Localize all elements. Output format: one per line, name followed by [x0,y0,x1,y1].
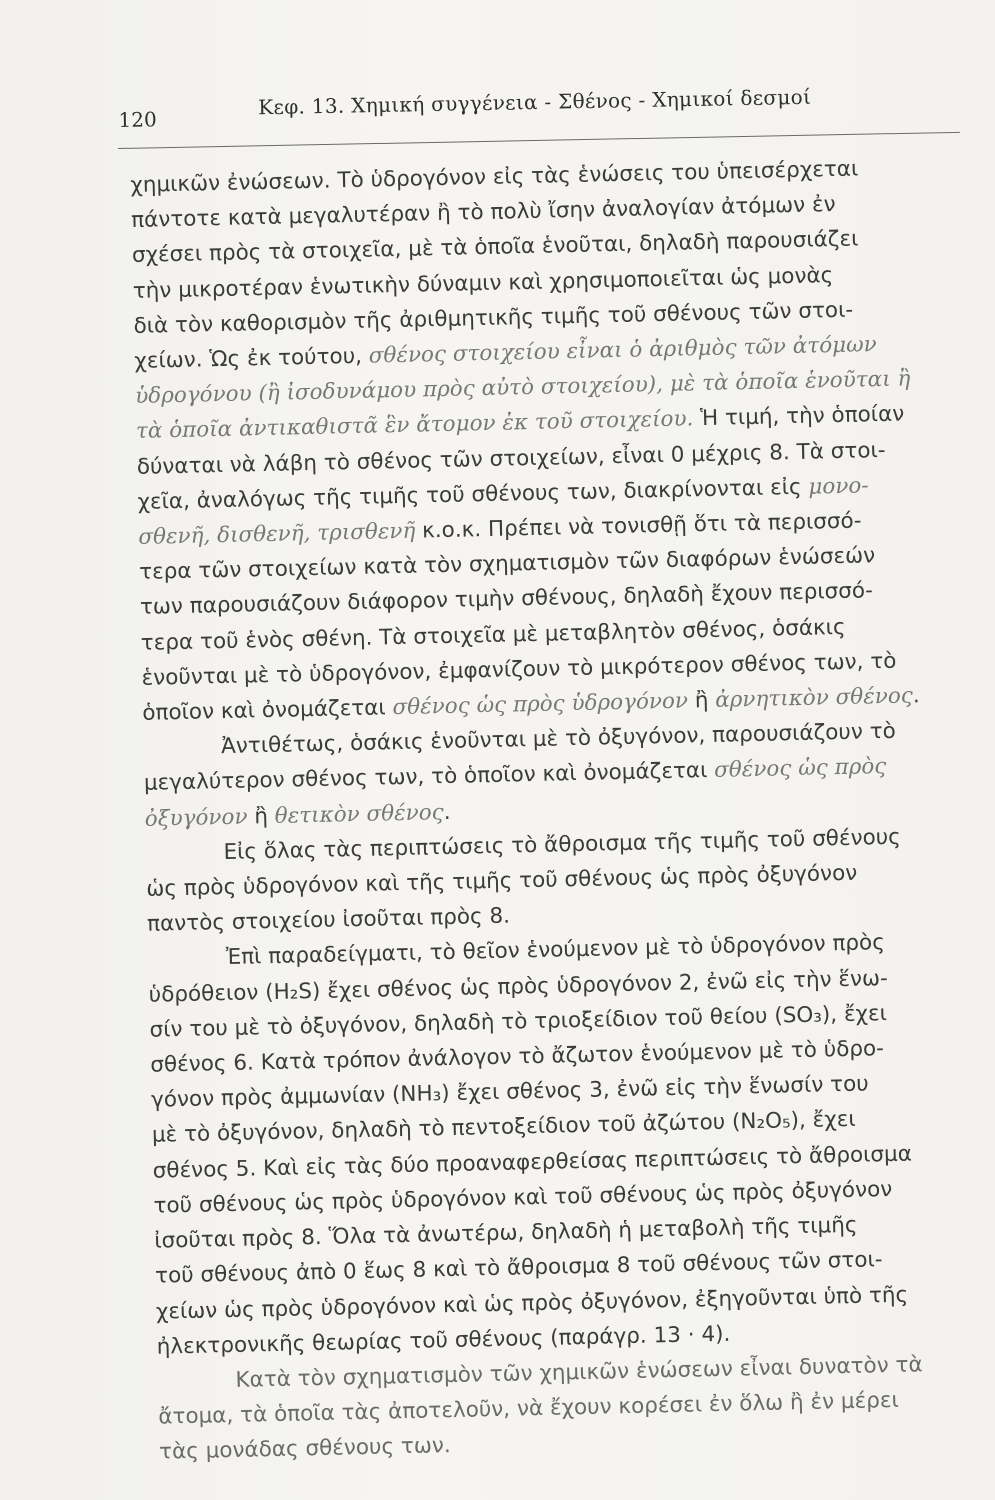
text-run: σίν του μὲ τὸ ὀξυγόνον, δηλαδὴ τὸ τριοξείδιον τοῦ θείου (SO₃), ἔχει [149,1000,888,1043]
italic-phrase: σθένος στοιχείου εἶναι ὁ ἀριθμὸς τῶν ἀτόμων [368,332,877,369]
text-run: σθένος 5. Καὶ εἰς τὰς δύο προαναφερθείσας περιπτώσεις τὸ ἄθροισμα [152,1141,913,1184]
text-run: ἢ [687,687,716,714]
text-run: ἠλεκτρονικῆς θεωρίας τοῦ σθένους (παράγρ. 13 · 4). [156,1321,731,1360]
header-rule [118,132,960,149]
text-run: ἄτομα, τὰ ὁποῖα τὰς ἀποτελοῦν, νὰ ἔχουν κορέσει ἐν ὅλω ἢ ἐν μέρει [158,1387,900,1430]
text-run: ὡς πρὸς ὑδρογόνον καὶ τῆς τιμῆς τοῦ σθένους ὡς πρὸς ὀξυγόνον [146,860,858,902]
text-run: Ἀντιθέτως, ὁσάκις ἑνοῦνται μὲ τὸ ὀξυγόνον, παρουσιάζουν τὸ [220,719,897,760]
page-header [118,78,957,134]
text-run: ἢ [247,803,276,830]
running-head: Κεφ. 13. Χημική συγγένεια - Σθένος - Χημικοί δεσμοί [258,84,812,120]
text-run: δύναται νὰ λάβη τὸ σθένος τῶν στοιχείων, εἶναι 0 μέχρις 8. Τὰ στοι- [136,437,886,480]
text-run: Κατὰ τὸν σχηματισμὸν τῶν χημικῶν ἑνώσεων εἶναι δυνατὸν τὰ [235,1352,923,1393]
text-run: τερα τοῦ ἑνὸς σθένη. Τὰ στοιχεῖα μὲ μεταβλητὸν σθένος, ὁσάκις [140,614,846,656]
text-run: πάντοτε κατὰ μεγαλυτέραν ἢ τὸ πολὺ ἴσην ἀναλογίαν ἀτόμων ἐν [130,192,836,234]
text-run: τὴν μικροτέραν ἑνωτικὴν δύναμιν καὶ χρησιμοποιεῖται ὡς μονὰς [132,262,834,304]
text-run: ἰσοῦται πρὸς 8. Ὅλα τὰ ἀνωτέρω, δηλαδὴ ἡ μεταβολὴ τῆς τιμῆς [154,1212,858,1254]
text-run: μὲ τὸ ὀξυγόνον, δηλαδὴ τὸ πεντοξείδιον τοῦ ἀζώτου (N₂O₅), ἔχει [151,1107,856,1149]
body-text [130,149,995,1470]
text-run: χημικῶν ἐνώσεων. Τὸ ὑδρογόνον εἰς τὰς ἑνώσεις του ὑπεισέρχεται [130,156,859,198]
text-run: ὁποῖον καὶ ὀνομάζεται [142,695,393,726]
text-run: ἑνοῦνται μὲ τὸ ὑδρογόνον, ἐμφανίζουν τὸ μικρότερον σθένος των, τὸ [141,648,897,691]
italic-phrase: ὀξυγόνον [144,804,248,832]
text-run: τοῦ σθένους ἀπὸ 0 ἕως 8 καὶ τὸ ἄθροισμα 8 τοῦ σθένους τῶν στοι- [154,1247,883,1290]
text-run: ὑδρόθειον (H₂S) ἔχει σθένος ὡς πρὸς ὑδρογόνον 2, ἐνῶ εἰς τὴν ἕνω- [148,965,889,1008]
text-run: σθένος 6. Κατὰ τρόπον ἀνάλογον τὸ ἄζωτον ἑνούμενον μὲ τὸ ὑδρο- [150,1036,885,1078]
italic-phrase: ἀρνητικὸν σθένος [714,683,914,713]
page-number: 120 [118,107,157,132]
text-run: Εἰς ὅλας τὰς περιπτώσεις τὸ ἄθροισμα τῆς τιμῆς τοῦ σθένους [223,824,902,865]
text-run: σχέσει πρὸς τὰ στοιχεῖα, μὲ τὰ ὁποῖα ἑνοῦται, δηλαδὴ παρουσιάζει [131,226,859,269]
italic-phrase: τὰ ὁποῖα ἀντικαθιστᾶ ἓν ἄτομον ἐκ τοῦ στοιχείου. [135,406,694,445]
text-run: κ.ο.κ. Πρέπει νὰ τονισθῇ ὅτι τὰ περισσό- [415,508,862,544]
text-run: διὰ τὸν καθορισμὸν τῆς ἀριθμητικῆς τιμῆς τοῦ σθένους τῶν στοι- [133,297,854,339]
text-run: γόνον πρὸς ἀμμωνίαν (NH₃) ἔχει σθένος 3, ἐνῶ εἰς τὴν ἕνωσίν του [150,1071,869,1114]
text-run: τοῦ σθένους ὡς πρὸς ὑδρογόνον καὶ τοῦ σθένους ὡς πρὸς ὀξυγόνον [153,1176,893,1219]
italic-phrase: σθένος ὡς πρὸς ὑδρογόνον [392,688,689,721]
text-run: χείων ὡς πρὸς ὑδρογόνον καὶ ὡς πρὸς ὀξυγόνον, ἐξηγοῦνται ὑπὸ τῆς [155,1282,909,1325]
italic-phrase: μονο- [808,473,869,500]
text-run: τὰς μονάδας σθένους των. [158,1433,451,1465]
text-run: των παρουσιάζουν διάφορον τιμὴν σθένους, δηλαδὴ ἔχουν περισσό- [139,578,874,621]
text-run: Ἐπὶ παραδείγματι, τὸ θεῖον ἑνούμενον μὲ τὸ ὑδρογόνον πρὸς [225,930,886,971]
italic-phrase: ὑδρογόνου (ἢ ἰσοδυνάμου πρὸς αὐτὸ στοιχείου), μὲ τὰ ὁποῖα ἑνοῦται ἢ [134,366,911,410]
text-run: μεγαλύτερον σθένος των, τὸ ὁποῖον καὶ ὀνομάζεται [143,758,715,797]
text-run: τερα τῶν στοιχείων κατὰ τὸν σχηματισμὸν τῶν διαφόρων ἑνώσεών [138,543,876,586]
text-run: χείων. Ὡς ἐκ τούτου, [134,343,370,374]
text-run: Ἡ τιμή, τὴν ὁποίαν [693,401,905,432]
text-run: . [912,683,920,709]
italic-phrase: θετικὸν σθένος [274,799,444,829]
text-run: χεῖα, ἀναλόγως τῆς τιμῆς τοῦ σθένους των, διακρίνονται εἰς [137,474,809,515]
text-run: . [443,799,451,825]
text-run: παντὸς στοιχείου ἰσοῦται πρὸς 8. [146,903,511,938]
italic-phrase: σθένος ὡς πρὸς [713,754,887,784]
italic-phrase: σθενῆ, δισθενῆ, τρισθενῆ [138,518,416,550]
